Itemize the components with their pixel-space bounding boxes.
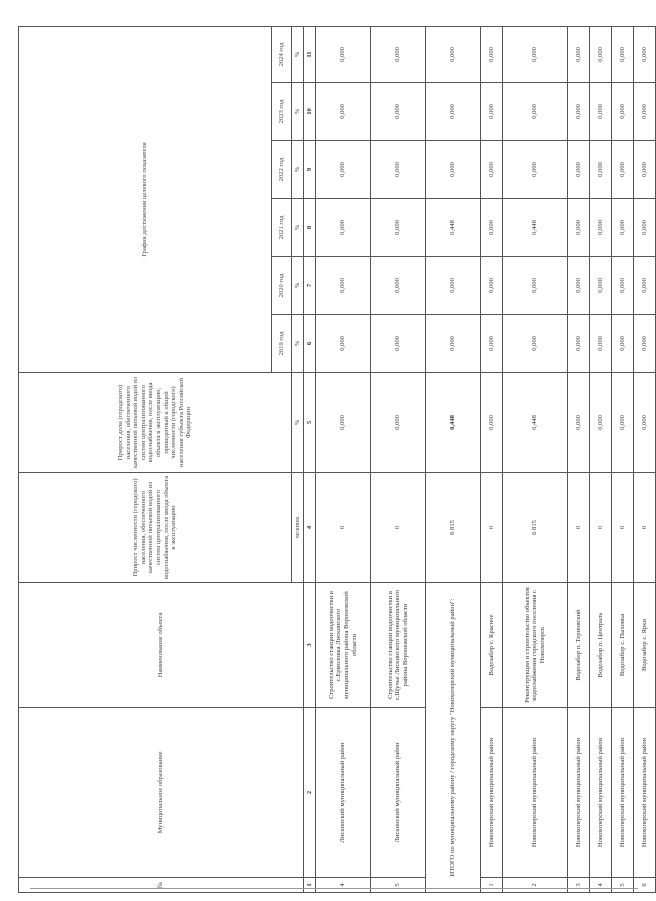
total-year-value: 0,000 <box>426 83 481 141</box>
row-growth-share: 0,000 <box>371 373 426 473</box>
page-bottom-rule <box>30 888 638 889</box>
header-year: 2022 год <box>272 141 292 199</box>
header-year: 2023 год <box>272 83 292 141</box>
header-municipality: Муниципальное образование <box>19 708 304 878</box>
row-growth-count: 0 <box>634 473 656 583</box>
unit-percent: % <box>292 27 304 83</box>
header-object: Наименование объекта <box>19 583 304 708</box>
row-year-value: 0,000 <box>481 83 503 141</box>
column-number: 1 <box>304 878 316 893</box>
row-year-value: 0,000 <box>481 141 503 199</box>
column-number: 4 <box>304 473 316 583</box>
row-year-value: 0,000 <box>568 27 590 83</box>
unit-percent: % <box>292 83 304 141</box>
row-year-value: 0,000 <box>590 141 612 199</box>
row-year-value: 0,000 <box>634 27 656 83</box>
header-no: № <box>19 878 304 893</box>
column-number: 11 <box>304 27 316 83</box>
table-row <box>371 27 426 893</box>
row-municipality: Лискинский муниципальный район <box>371 708 426 878</box>
row-object: Реконструкция и строительство объектов водоснабжения городского поселения г. Новохоперск <box>503 583 568 708</box>
row-municipality: Новохоперский муниципальный район <box>590 708 612 878</box>
table-row <box>590 27 612 893</box>
row-growth-count: 0 <box>371 473 426 583</box>
row-year-value: 0,000 <box>316 27 371 83</box>
header-schedule: График достижения целевого показателя <box>19 27 272 373</box>
column-number: 2 <box>304 708 316 878</box>
row-year-value: 0,000 <box>316 257 371 315</box>
total-row <box>426 27 481 893</box>
row-number: 5 <box>612 878 634 893</box>
row-year-value: 0,000 <box>371 27 426 83</box>
row-year-value: 0,000 <box>612 141 634 199</box>
row-year-value: 0,000 <box>634 315 656 373</box>
row-year-value: 0,000 <box>634 83 656 141</box>
row-number: 4 <box>590 878 612 893</box>
row-object: Строительство станции водоочистки в с.Ермоловка Лискинского муниципального района Воронежской области <box>316 583 371 708</box>
column-number: 6 <box>304 315 316 373</box>
total-growth-share: 0,448 <box>426 373 481 473</box>
row-growth-share: 0,000 <box>316 373 371 473</box>
row-year-value: 0,000 <box>612 83 634 141</box>
row-growth-share: 0,000 <box>612 373 634 473</box>
row-year-value: 0,000 <box>634 257 656 315</box>
total-year-value: 0,000 <box>426 141 481 199</box>
total-year-value: 0,000 <box>426 257 481 315</box>
row-object: Строительство станции водоочистки в с.Щучье Лискинского муниципального района Воронежской области <box>371 583 426 708</box>
row-year-value: 0,000 <box>503 315 568 373</box>
total-growth-count: 6 815 <box>426 473 481 583</box>
row-municipality: Новохоперский муниципальный район <box>481 708 503 878</box>
unit-percent: % <box>292 257 304 315</box>
row-object: Водозабор п. Централь <box>590 583 612 708</box>
header-year: 2024 год <box>272 27 292 83</box>
row-growth-share: 0,000 <box>481 373 503 473</box>
row-year-value: 0,000 <box>371 141 426 199</box>
row-object: Водозабор с. Пыховка <box>612 583 634 708</box>
row-year-value: 0,000 <box>612 27 634 83</box>
header-year: 2019 год <box>272 315 292 373</box>
row-municipality: Новохоперский муниципальный район <box>634 708 656 878</box>
row-year-value: 0,000 <box>503 83 568 141</box>
row-year-value: 0,448 <box>503 199 568 257</box>
row-year-value: 0,000 <box>612 199 634 257</box>
column-number: 8 <box>304 199 316 257</box>
unit-people: человек <box>292 473 304 583</box>
indicator-table <box>18 26 656 893</box>
row-growth-count: 0 <box>568 473 590 583</box>
row-year-value: 0,000 <box>316 199 371 257</box>
row-object: Водозабор п. Терновский <box>568 583 590 708</box>
row-year-value: 0,000 <box>590 83 612 141</box>
row-object: Водозабор с. Ярки <box>634 583 656 708</box>
column-number: 3 <box>304 583 316 708</box>
row-object: Водозабор с. Красное <box>481 583 503 708</box>
row-year-value: 0,000 <box>316 83 371 141</box>
row-year-value: 0,000 <box>634 199 656 257</box>
row-growth-count: 6 815 <box>503 473 568 583</box>
header-year: 2020 год <box>272 257 292 315</box>
table-row <box>481 27 503 893</box>
row-year-value: 0,000 <box>612 315 634 373</box>
row-year-value: 0,000 <box>612 257 634 315</box>
row-growth-share: 0,000 <box>634 373 656 473</box>
table-row <box>503 27 568 893</box>
row-growth-count: 0 <box>481 473 503 583</box>
unit-percent: % <box>292 141 304 199</box>
row-growth-count: 0 <box>316 473 371 583</box>
row-year-value: 0,000 <box>481 27 503 83</box>
row-year-value: 0,000 <box>590 257 612 315</box>
row-year-value: 0,000 <box>316 141 371 199</box>
row-year-value: 0,000 <box>371 257 426 315</box>
row-number: 2 <box>503 878 568 893</box>
row-year-value: 0,000 <box>590 199 612 257</box>
row-number: 3 <box>568 878 590 893</box>
header-growth-share: Прирост доли (городского) населения, обеспеченного качественной питьевой водой из систем централизованного водоснабжения, после ввода объекта в эксплуатацию, приведенный к общей численности (городского) населения субъекта Российской Федерации <box>19 373 292 473</box>
row-growth-share: 0,448 <box>503 373 568 473</box>
unit-percent: % <box>292 373 304 473</box>
row-year-value: 0,000 <box>568 257 590 315</box>
row-year-value: 0,000 <box>371 199 426 257</box>
row-year-value: 0,000 <box>481 315 503 373</box>
row-number: 6 <box>634 878 656 893</box>
row-number: 5 <box>371 878 426 893</box>
row-growth-count: 0 <box>612 473 634 583</box>
header-year: 2021 год <box>272 199 292 257</box>
row-year-value: 0,000 <box>568 83 590 141</box>
row-year-value: 0,000 <box>481 199 503 257</box>
row-number: 4 <box>316 878 371 893</box>
table-row <box>568 27 590 893</box>
table-row <box>612 27 634 893</box>
row-growth-share: 0,000 <box>568 373 590 473</box>
table-row <box>634 27 656 893</box>
total-label: ИТОГО по муниципальному району / городскому округу "Новохоперский муниципальный район": <box>426 583 481 893</box>
row-year-value: 0,000 <box>634 141 656 199</box>
row-year-value: 0,000 <box>371 83 426 141</box>
row-municipality: Лискинский муниципальный район <box>316 708 371 878</box>
unit-percent: % <box>292 315 304 373</box>
column-number: 5 <box>304 373 316 473</box>
total-year-value: 0,448 <box>426 199 481 257</box>
table-row <box>316 27 371 893</box>
total-year-value: 0,000 <box>426 27 481 83</box>
row-number: 1 <box>481 878 503 893</box>
row-year-value: 0,000 <box>590 27 612 83</box>
row-year-value: 0,000 <box>503 141 568 199</box>
row-year-value: 0,000 <box>316 315 371 373</box>
row-year-value: 0,000 <box>590 315 612 373</box>
row-year-value: 0,000 <box>503 257 568 315</box>
column-number: 9 <box>304 141 316 199</box>
column-number: 10 <box>304 83 316 141</box>
unit-percent: % <box>292 199 304 257</box>
row-municipality: Новохоперский муниципальный район <box>612 708 634 878</box>
row-year-value: 0,000 <box>481 257 503 315</box>
row-year-value: 0,000 <box>568 141 590 199</box>
row-year-value: 0,000 <box>503 27 568 83</box>
row-growth-count: 0 <box>590 473 612 583</box>
header-growth-count: Прирост численности (городского) населения, обеспеченного качественной питьевой водой из систем централизованного водоснабжения, после ввода объекта в эксплуатацию <box>19 473 292 583</box>
row-municipality: Новохоперский муниципальный район <box>568 708 590 878</box>
row-municipality: Новохоперский муниципальный район <box>503 708 568 878</box>
row-year-value: 0,000 <box>568 315 590 373</box>
column-number: 7 <box>304 257 316 315</box>
row-growth-share: 0,000 <box>590 373 612 473</box>
total-year-value: 0,000 <box>426 315 481 373</box>
row-year-value: 0,000 <box>371 315 426 373</box>
row-year-value: 0,000 <box>568 199 590 257</box>
